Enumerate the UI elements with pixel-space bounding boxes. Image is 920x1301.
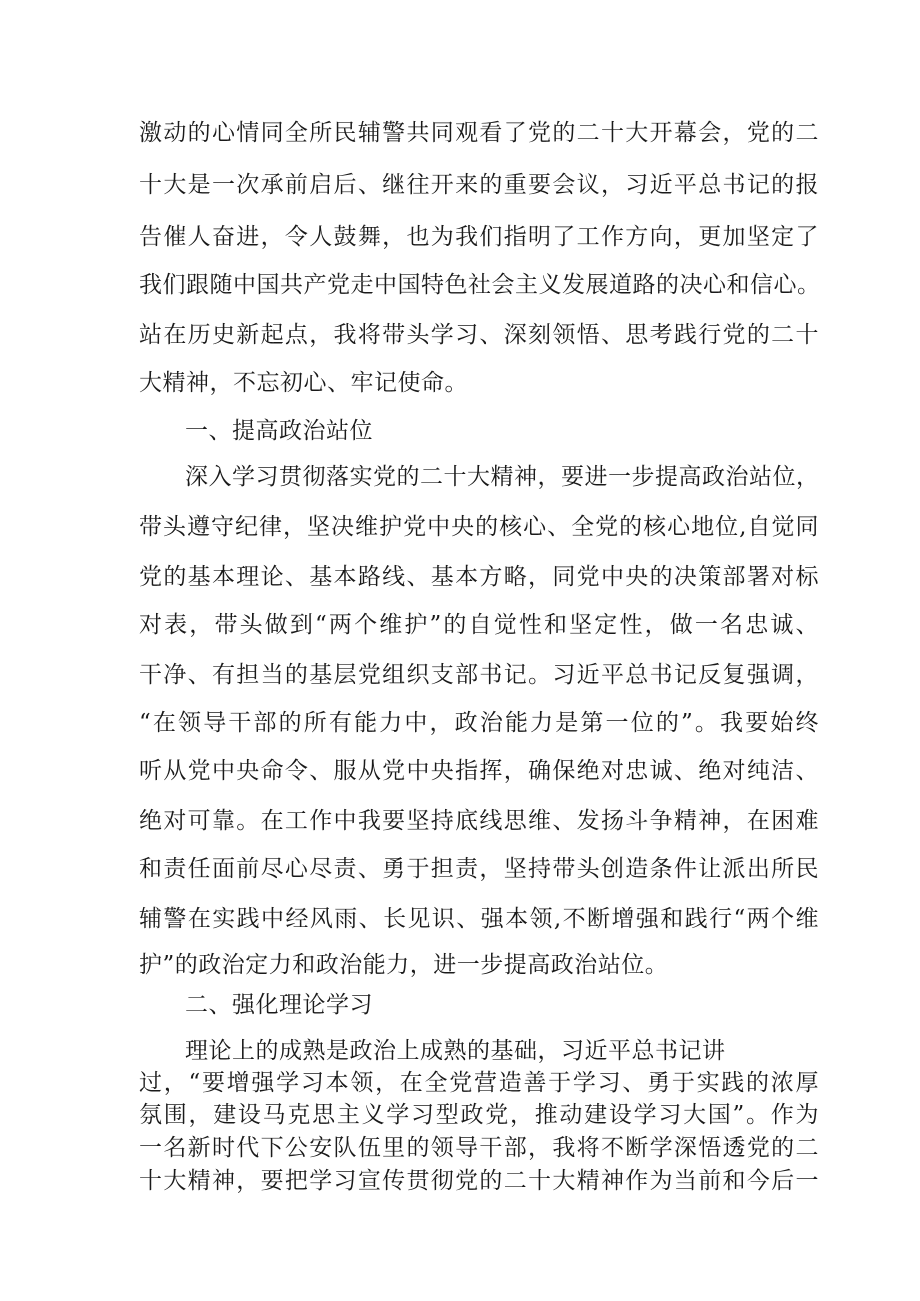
text-line: 十大精神，要把学习宣传贯彻党的二十大精神作为当前和今后一 — [139, 1168, 819, 1194]
text-line: 站在历史新起点，我将带头学习、深刻领悟、思考践行党的二十 — [139, 322, 819, 348]
text-line: 深入学习贯彻落实党的二十大精神，要进一步提高政治站位， — [185, 464, 820, 490]
text-line: 对表，带头做到“两个维护”的自觉性和坚定性，做一名忠诚、 — [139, 612, 819, 638]
section-heading-political-stance: 一、提高政治站位 — [185, 418, 373, 444]
text-line: 理论上的成熟是政治上成熟的基础，习近平总书记讲 — [185, 1038, 726, 1064]
text-line: 一名新时代下公安队伍里的领导干部，我将不断学深悟透党的二 — [139, 1135, 819, 1161]
text-line: 护”的政治定力和政治能力，进一步提高政治站位。 — [139, 952, 669, 978]
text-line: 党的基本理论、基本路线、基本方略，同党中央的决策部署对标 — [139, 564, 819, 590]
text-line: 干净、有担当的基层党组织支部书记。习近平总书记反复强调， — [139, 662, 819, 688]
section-heading-theory-study: 二、强化理论学习 — [185, 992, 373, 1018]
text-line: 过，“要增强学习本领，在全党营造善于学习、勇于实践的浓厚 — [139, 1070, 819, 1096]
text-line: 绝对可靠。在工作中我要坚持底线思维、发扬斗争精神，在困难 — [139, 808, 819, 834]
text-line: 辅警在实践中经风雨、长见识、强本领,不断增强和践行“两个维 — [139, 906, 819, 932]
text-line: 激动的心情同全所民辅警共同观看了党的二十大开幕会，党的二 — [139, 120, 819, 146]
text-line: 大精神，不忘初心、牢记使命。 — [139, 370, 468, 396]
text-line: “在领导干部的所有能力中，政治能力是第一位的”。我要始终 — [139, 710, 819, 736]
text-line: 氛围，建设马克思主义学习型政党，推动建设学习大国”。作为 — [139, 1102, 819, 1128]
text-line: 告催人奋进，令人鼓舞，也为我们指明了工作方向，更加坚定了 — [139, 224, 819, 250]
text-line: 十大是一次承前启后、继往开来的重要会议，习近平总书记的报 — [139, 172, 819, 198]
text-line: 带头遵守纪律，坚决维护党中央的核心、全党的核心地位,自觉同 — [139, 514, 819, 540]
text-line: 听从党中央命令、服从党中央指挥，确保绝对忠诚、绝对纯洁、 — [139, 758, 819, 784]
text-line: 和责任面前尽心尽责、勇于担责，坚持带头创造条件让派出所民 — [139, 856, 819, 882]
text-line: 我们跟随中国共产党走中国特色社会主义发展道路的决心和信心。 — [139, 272, 821, 298]
